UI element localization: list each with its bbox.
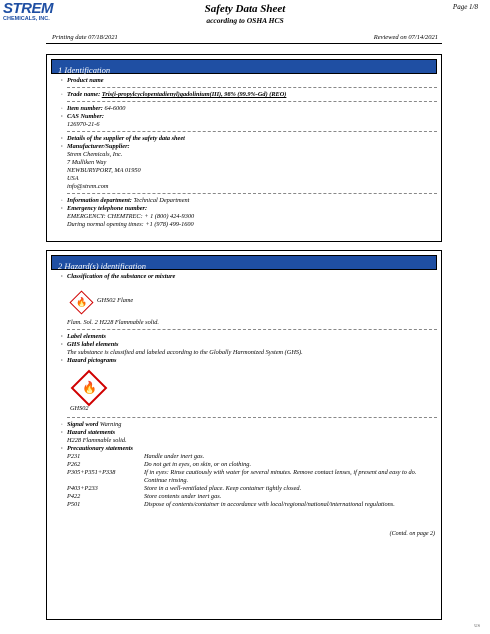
precaution-code: P501 bbox=[67, 501, 81, 508]
precautionary-statements-label: · Precautionary statements bbox=[67, 445, 133, 453]
precaution-text: Handle under inert gas. bbox=[144, 453, 205, 460]
info-dept-row bbox=[67, 197, 189, 205]
label-elements-label: · Label elements bbox=[67, 333, 106, 341]
divider bbox=[67, 193, 437, 194]
pictogram-code: GHS02 bbox=[70, 405, 89, 412]
ghs02-flame-pictogram-small bbox=[69, 290, 93, 314]
hazard-pictograms-label: · Hazard pictograms bbox=[67, 357, 117, 365]
flam-sol-classification: Flam. Sol. 2 H228 Flammable solid. bbox=[67, 319, 159, 326]
divider bbox=[67, 87, 437, 88]
printing-date: Printing date 07/18/2021 bbox=[52, 34, 118, 41]
precaution-text: Store contents under inert gas. bbox=[144, 493, 222, 500]
trade-name-label: Trade name: bbox=[67, 91, 101, 98]
section-2-heading-bar bbox=[51, 255, 437, 270]
precaution-code: P403+P233 bbox=[67, 485, 98, 492]
ghs-flame-label: GHS02 Flame bbox=[97, 297, 134, 304]
address-line: 7 Mulliken Way bbox=[67, 159, 107, 166]
section-hazard-identification bbox=[46, 250, 442, 620]
emergency-line-1: EMERGENCY: CHEMTREC: + 1 (800) 424-9300 bbox=[67, 213, 195, 220]
supplier-email: info@strem.com bbox=[67, 183, 109, 190]
cas-label: · CAS Number: bbox=[67, 113, 104, 121]
hazard-statements-label: · Hazard statements bbox=[67, 429, 115, 437]
divider bbox=[67, 131, 437, 132]
logo-wordmark: STREM bbox=[3, 0, 53, 17]
manufacturer-label: · Manufacturer/Supplier: bbox=[67, 143, 130, 151]
date-row bbox=[52, 34, 438, 41]
trade-name-row bbox=[67, 91, 286, 99]
header-divider bbox=[46, 43, 442, 44]
page-number: Page 1/8 bbox=[452, 3, 478, 11]
precaution-text: Do not get in eyes, on skin, or on clothing. bbox=[144, 461, 252, 468]
item-number-label: Item number: bbox=[67, 105, 103, 112]
flame-icon: 🔥 bbox=[76, 297, 88, 308]
item-number-row bbox=[67, 105, 125, 113]
section-2-heading: 2 Hazard(s) identification bbox=[58, 261, 146, 271]
emergency-label: · Emergency telephone number: bbox=[67, 205, 147, 213]
item-number-value: 64-6000 bbox=[104, 105, 126, 112]
ghs-statement: The substance is classified and labeled according to the Globally Harmonized System (GHS). bbox=[67, 349, 303, 356]
address-line: USA bbox=[67, 175, 79, 182]
continued-note: (Contd. on page 2) bbox=[389, 531, 435, 537]
document-title: Safety Data Sheet bbox=[204, 3, 286, 15]
divider bbox=[67, 329, 437, 330]
ghs-label-elements-label: · GHS label elements bbox=[67, 341, 118, 349]
divider bbox=[67, 101, 437, 102]
precaution-code: P422 bbox=[67, 493, 81, 500]
flame-icon: 🔥 bbox=[82, 380, 98, 395]
reviewed-date: Reviewed on 07/14/2021 bbox=[373, 34, 438, 41]
section-1-heading-bar bbox=[51, 59, 437, 74]
precaution-code: P262 bbox=[67, 461, 81, 468]
info-dept-label: Information department: bbox=[67, 197, 132, 204]
hazard-statement-h228: H228 Flammable solid. bbox=[67, 437, 127, 444]
section-1-heading: 1 Identification bbox=[58, 65, 111, 75]
signal-word-label: Signal word bbox=[67, 421, 99, 428]
precaution-text: If in eyes: Rinse cautiously with water for several minutes. Remove contact lenses, if present and easy to do. Continue rinsing. bbox=[144, 469, 417, 484]
precaution-text: Dispose of contents/container in accordance with local/regional/national/international regulations. bbox=[144, 501, 395, 508]
address-line: NEWBURYPORT, MA 01950 bbox=[67, 167, 141, 174]
product-name-label: · Product name bbox=[67, 77, 104, 85]
document-subtitle: according to OSHA HCS bbox=[206, 16, 284, 25]
footer-locale-mark: US bbox=[474, 623, 480, 628]
precaution-text: Store in a well-ventilated place. Keep container tightly closed. bbox=[144, 485, 302, 492]
logo-subtitle: CHEMICALS, INC. bbox=[3, 16, 50, 22]
section-identification bbox=[46, 54, 442, 242]
precaution-code: P305+P351+P338 bbox=[67, 469, 116, 476]
signal-word-row bbox=[67, 421, 121, 429]
trade-name-value: Tris(i-propylcyclopentadienyl)gadolinium(III), 98% (99.9%-Gd) (REO) bbox=[101, 91, 287, 98]
supplier-details-label: · Details of the supplier of the safety data sheet bbox=[67, 135, 185, 143]
classification-label: · Classification of the substance or mixture bbox=[67, 273, 175, 281]
signal-word-value: Warning bbox=[99, 421, 122, 428]
precaution-code: P231 bbox=[67, 453, 81, 460]
address-line: Strem Chemicals, Inc. bbox=[67, 151, 123, 158]
cas-value: 126970-21-6 bbox=[67, 121, 100, 128]
ghs02-flame-pictogram bbox=[71, 370, 108, 407]
info-dept-value: Technical Department bbox=[133, 197, 190, 204]
emergency-line-2: During normal opening times: +1 (978) 499-1600 bbox=[67, 221, 194, 228]
divider bbox=[67, 417, 437, 418]
